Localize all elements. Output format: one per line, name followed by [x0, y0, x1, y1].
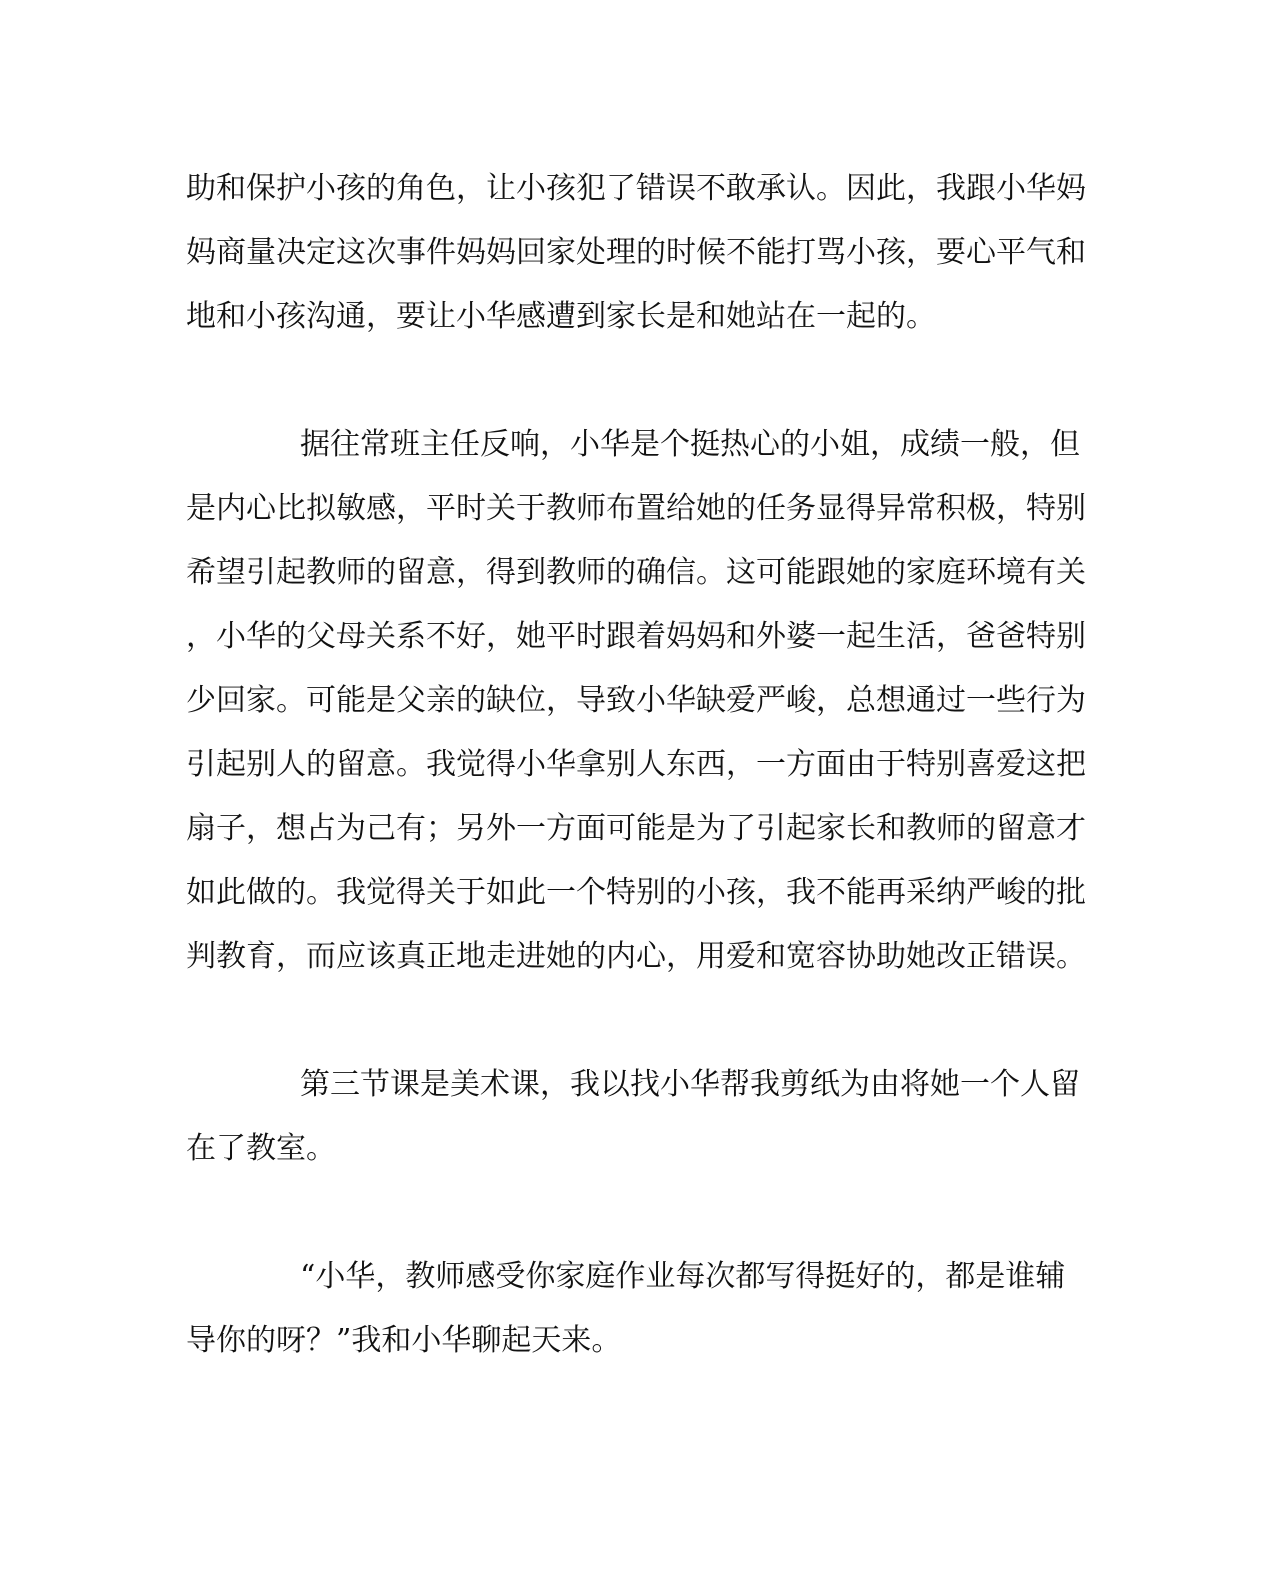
text-line: 据往常班主任反响，小华是个挺热心的小姐，成绩一般，但: [300, 427, 1080, 462]
text-line: 少回家。可能是父亲的缺位，导致小华缺爱严峻，总想通过一些行为: [186, 683, 1086, 718]
text-line: 如此做的。我觉得关于如此一个特别的小孩，我不能再采纳严峻的批: [186, 875, 1086, 910]
text-line: 第三节课是美术课，我以找小华帮我剪纸为由将她一个人留: [300, 1067, 1080, 1102]
text-line: ，小华的父母关系不好，她平时跟着妈妈和外婆一起生活，爸爸特别: [186, 619, 1086, 654]
text-line: 引起别人的留意。我觉得小华拿别人东西，一方面由于特别喜爱这把: [186, 747, 1086, 782]
text-line: 判教育，而应该真正地走进她的内心，用爱和宽容协助她改正错误。: [186, 939, 1086, 974]
text-line: 希望引起教师的留意，得到教师的确信。这可能跟她的家庭环境有关: [186, 555, 1086, 590]
text-line: 导你的呀？”我和小华聊起天来。: [186, 1323, 622, 1358]
text-line: 地和小孩沟通，要让小华感遭到家长是和她站在一起的。: [186, 299, 936, 334]
text-line: 妈商量决定这次事件妈妈回家处理的时候不能打骂小孩，要心平气和: [186, 235, 1086, 270]
text-line: 在了教室。: [186, 1131, 336, 1166]
text-line: 助和保护小孩的角色，让小孩犯了错误不敢承认。因此，我跟小华妈: [186, 171, 1086, 206]
text-line: 扇子，想占为己有；另外一方面可能是为了引起家长和教师的留意才: [186, 811, 1086, 846]
text-line: “小华，教师感受你家庭作业每次都写得挺好的，都是谁辅: [300, 1259, 1066, 1294]
text-line: 是内心比拟敏感，平时关于教师布置给她的任务显得异常积极，特别: [186, 491, 1086, 526]
